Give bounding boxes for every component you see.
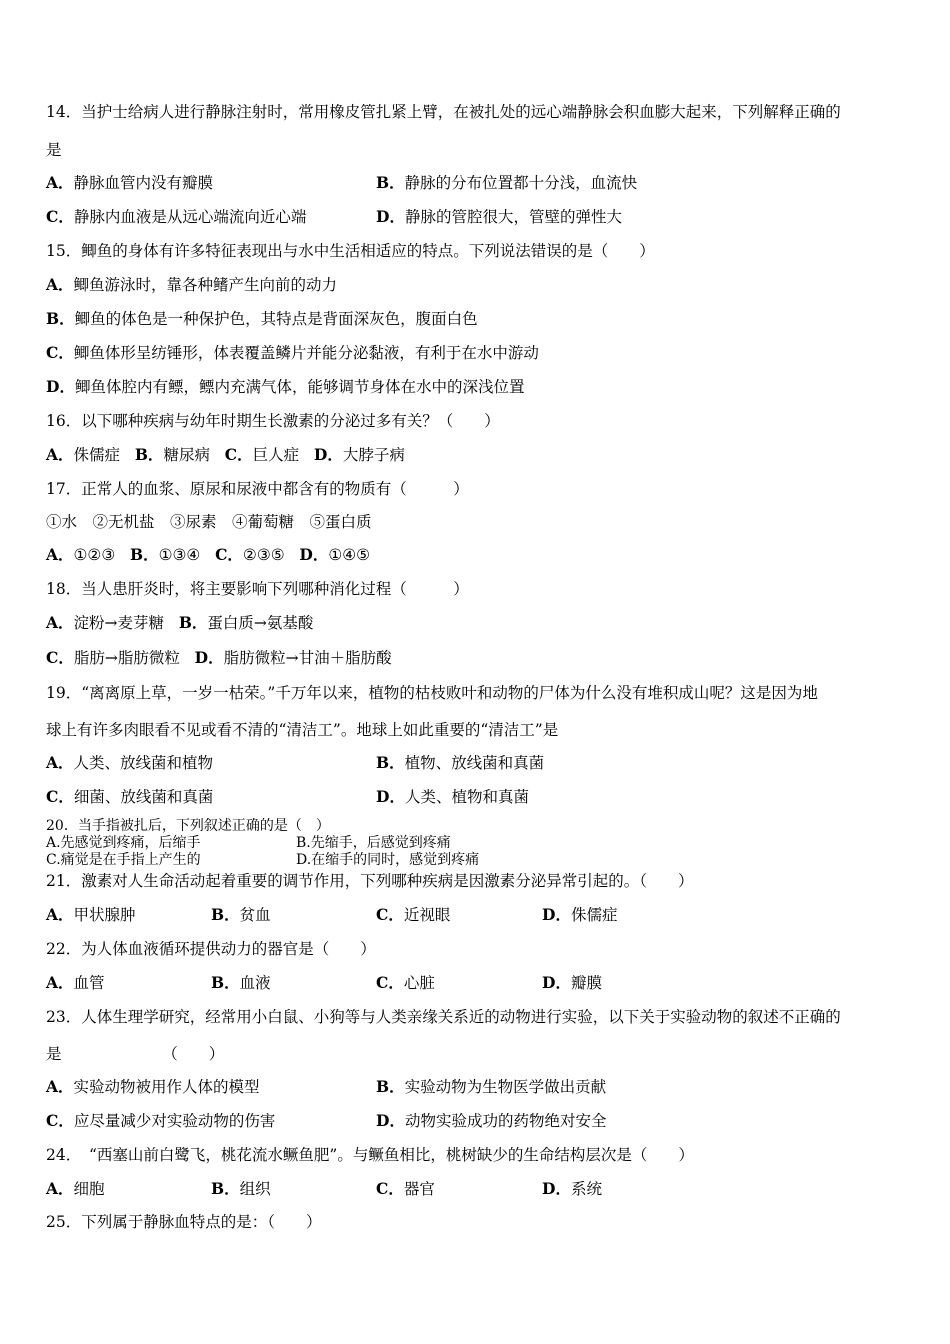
q23-stem-cont: 是 （ ） — [46, 1045, 225, 1063]
q15-option-a: A．鲫鱼游泳时，靠各种鳍产生向前的动力 — [46, 275, 338, 294]
q16-options: A．侏儒症 B．糖尿病 C．巨人症 D．大脖子病 — [46, 445, 405, 464]
q20-option-d: D.在缩手的同时，感觉到疼痛 — [296, 852, 480, 868]
q19-stem-cont: 球上有许多肉眼看不见或看不清的“清洁工”。地球上如此重要的“清洁工”是 — [46, 721, 559, 739]
q19-option-d: D．人类、植物和真菌 — [376, 787, 529, 806]
q24-option-d: D．系统 — [542, 1179, 602, 1198]
q23-option-b: B．实验动物为生物医学做出贡献 — [376, 1077, 607, 1096]
q17-options: A．①②③ B．①③④ C．②③⑤ D．①④⑤ — [46, 545, 371, 564]
q19-option-c: C．细菌、放线菌和真菌 — [46, 787, 214, 806]
q20-option-a: A.先感觉到疼痛，后缩手 — [46, 835, 201, 851]
q24-stem: 24． “西塞山前白鹭飞，桃花流水鳜鱼肥”。与鳜鱼相比，桃树缺少的生命结构层次是（ ） — [46, 1146, 694, 1164]
q18-stem: 18．当人患肝炎时，将主要影响下列哪种消化过程（ ） — [46, 580, 469, 598]
q21-option-a: A．甲状腺肿 — [46, 905, 136, 924]
q20-option-b: B.先缩手，后感觉到疼痛 — [296, 835, 451, 851]
q21-stem: 21．激素对人生命活动起着重要的调节作用，下列哪种疾病是因激素分泌异常引起的。（ ） — [46, 872, 694, 890]
q16-stem: 16．以下哪种疾病与幼年时期生长激素的分泌过多有关？（ ） — [46, 412, 500, 430]
q22-option-b: B．血液 — [211, 973, 271, 992]
q14-stem-cont: 是 — [46, 141, 62, 159]
q23-option-a: A．实验动物被用作人体的模型 — [46, 1077, 260, 1096]
q23-stem: 23．人体生理学研究，经常用小白鼠、小狗等与人类亲缘关系近的动物进行实验，以下关于实验动物的叙述不正确的 — [46, 1008, 841, 1026]
q18-options-ab: A．淀粉→麦芽糖 B．蛋白质→氨基酸 — [46, 613, 314, 632]
q14-option-a: A．静脉血管内没有瓣膜 — [46, 173, 214, 192]
q19-option-a: A．人类、放线菌和植物 — [46, 753, 214, 772]
q14-option-d: D．静脉的管腔很大，管壁的弹性大 — [376, 207, 622, 226]
q22-stem: 22．为人体血液循环提供动力的器官是（ ） — [46, 940, 376, 958]
q22-option-d: D．瓣膜 — [542, 973, 602, 992]
q24-option-b: B．组织 — [211, 1179, 271, 1198]
q19-option-b: B．植物、放线菌和真菌 — [376, 753, 545, 772]
q18-options-cd: C．脂肪→脂肪微粒 D．脂肪微粒→甘油＋脂肪酸 — [46, 648, 392, 667]
q15-option-c: C．鲫鱼体形呈纺锤形，体表覆盖鳞片并能分泌黏液，有利于在水中游动 — [46, 343, 539, 362]
q14-option-b: B．静脉的分布位置都十分浅，血流快 — [376, 173, 638, 192]
q22-option-a: A．血管 — [46, 973, 105, 992]
q23-option-d: D．动物实验成功的药物绝对安全 — [376, 1111, 607, 1130]
q19-stem: 19．“离离原上草，一岁一枯荣。”千万年以来，植物的枯枝败叶和动物的尸体为什么没有堆积成山呢？这是因为地 — [46, 684, 818, 702]
q24-option-c: C．器官 — [376, 1179, 435, 1198]
q14-option-c: C．静脉内血液是从远心端流向近心端 — [46, 207, 307, 226]
q17-stem: 17．正常人的血浆、原尿和尿液中都含有的物质有（ ） — [46, 480, 469, 498]
q15-option-d: D．鲫鱼体腔内有鳔，鳔内充满气体，能够调节身体在水中的深浅位置 — [46, 377, 525, 396]
q21-option-c: C．近视眼 — [376, 905, 451, 924]
q25-stem: 25．下列属于静脉血特点的是：（ ） — [46, 1213, 322, 1231]
q15-stem: 15．鲫鱼的身体有许多特征表现出与水中生活相适应的特点。下列说法错误的是（ ） — [46, 242, 655, 260]
q21-option-d: D．侏儒症 — [542, 905, 618, 924]
q14-stem: 14．当护士给病人进行静脉注射时，常用橡皮管扎紧上臂，在被扎处的远心端静脉会积血膨大起来，下列解释正确的 — [46, 103, 841, 121]
q15-option-b: B．鲫鱼的体色是一种保护色，其特点是背面深灰色，腹面白色 — [46, 309, 478, 328]
q20-stem: 20．当手指被扎后，下列叙述正确的是（ ） — [46, 818, 330, 834]
q23-option-c: C．应尽量减少对实验动物的伤害 — [46, 1111, 276, 1130]
q17-items: ①水 ②无机盐 ③尿素 ④葡萄糖 ⑤蛋白质 — [46, 513, 372, 531]
q21-option-b: B．贫血 — [211, 905, 271, 924]
q24-option-a: A．细胞 — [46, 1179, 105, 1198]
q22-option-c: C．心脏 — [376, 973, 435, 992]
q20-option-c: C.痛觉是在手指上产生的 — [46, 852, 201, 868]
